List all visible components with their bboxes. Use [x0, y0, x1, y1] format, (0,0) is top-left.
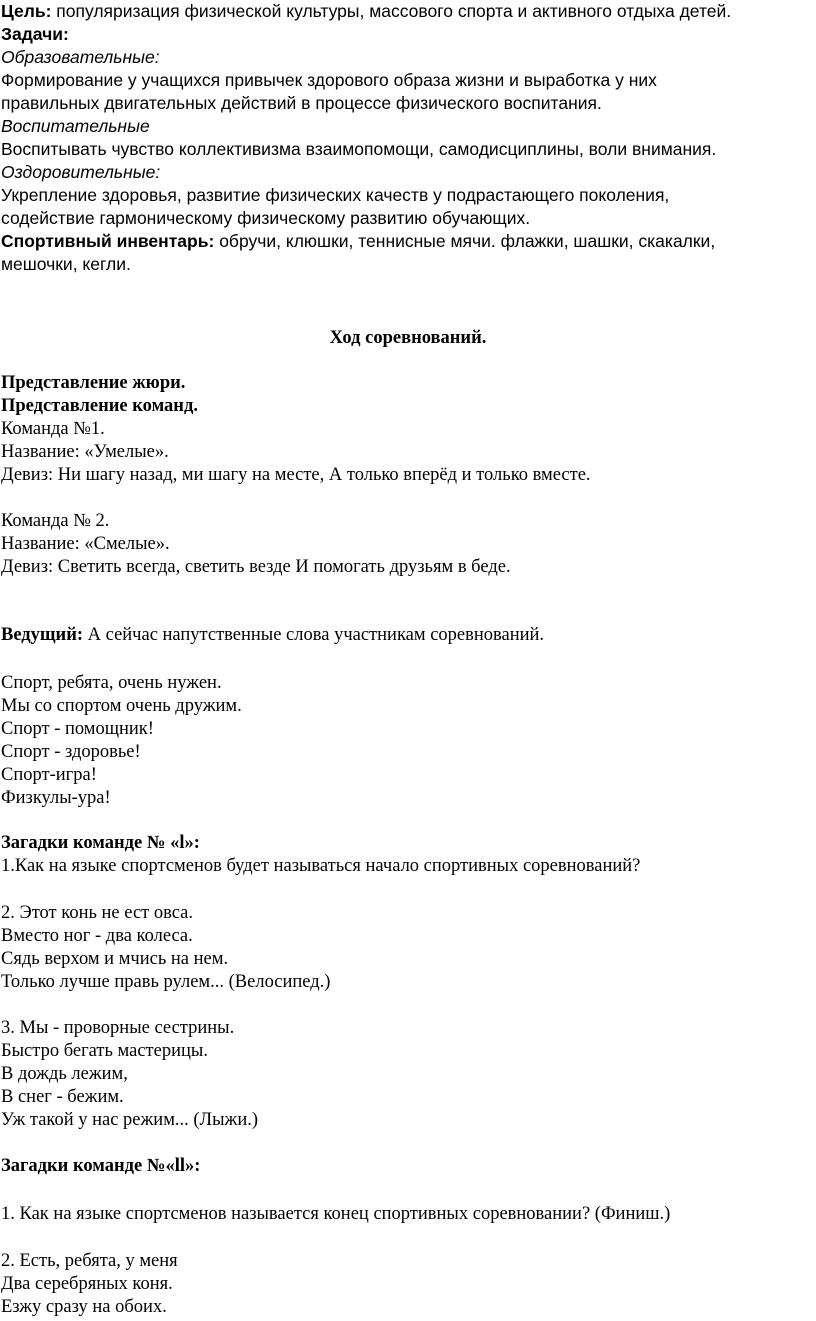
team2-number: Команда № 2. — [1, 511, 110, 531]
riddles1-q3-line: В дождь лежим, — [1, 1064, 128, 1084]
upbringing-heading: Воспитательные — [1, 116, 150, 136]
riddles2-q2-line: Два серебряных коня. — [1, 1274, 173, 1294]
educational-heading: Образовательные: — [1, 47, 160, 67]
educational-line-1: Формирование у учащихся привычек здорового образа жизни и выработка у них — [1, 70, 657, 90]
educational-line-2: правильных двигательных действий в процессе физического воспитания. — [1, 93, 602, 113]
host-line — [1, 624, 544, 646]
team2-motto: Девиз: Светить всегда, светить везде И помогать друзьям в беде. — [1, 557, 511, 577]
goal-label: Цель: — [1, 1, 52, 21]
team1-name: Название: «Умелые». — [1, 442, 169, 462]
goal-text: популяризация физической культуры, массового спорта и активного отдыха детей. — [51, 1, 732, 21]
course-title: Ход соревнований. — [329, 328, 487, 348]
poem-line: Спорт-игра! — [1, 765, 97, 785]
upbringing-line-1: Воспитывать чувство коллективизма взаимопомощи, самодисциплины, воли внимания. — [1, 139, 717, 159]
riddles2-q1: 1. Как на языке спортсменов называется конец спортивных соревновании? (Финиш.) — [1, 1204, 671, 1224]
riddles1-q2-line: Только лучше правь рулем... (Велосипед.) — [1, 972, 331, 992]
riddles1-q2-line: Сядь верхом и мчись на нем. — [1, 949, 229, 969]
jury-heading: Представление жюри. — [1, 373, 186, 393]
riddles1-q2-line: Вместо ног - два колеса. — [1, 926, 193, 946]
goal-line — [1, 0, 731, 22]
health-heading: Оздоровительные: — [1, 162, 161, 182]
riddles1-q3-line: Быстро бегать мастерицы. — [1, 1041, 208, 1061]
riddles2-q2-line: Езжу сразу на обоих. — [1, 1297, 167, 1317]
equipment-text: обручи, клюшки, теннисные мячи. флажки, шашки, скакалки, — [214, 231, 716, 251]
team1-motto: Девиз: Ни шагу назад, ми шагу на месте, А только вперёд и только вместе. — [1, 465, 591, 485]
riddles1-heading: Загадки команде № «l»: — [1, 833, 200, 853]
riddles1-q1: 1.Как на языке спортсменов будет называться начало спортивных соревнований? — [1, 856, 641, 876]
equipment-label: Спортивный инвентарь: — [1, 231, 215, 251]
host-label: Ведущий: — [1, 625, 84, 645]
poem-line: Мы со спортом очень дружим. — [1, 696, 242, 716]
riddles1-q3-line: 3. Мы - проворные сестрины. — [1, 1018, 235, 1038]
riddles1-q3-line: В снег - бежим. — [1, 1087, 124, 1107]
riddles2-q2-line: 2. Есть, ребята, у меня — [1, 1251, 178, 1271]
teams-heading: Представление команд. — [1, 396, 198, 416]
host-text: А сейчас напутственные слова участникам соревнований. — [83, 625, 545, 645]
health-line-1: Укрепление здоровья, развитие физических качеств у подрастающего поколения, — [1, 185, 670, 205]
riddles2-heading: Загадки команде №«ll»: — [1, 1156, 201, 1176]
equipment-line-1 — [1, 230, 715, 252]
tasks-heading: Задачи: — [1, 24, 69, 44]
poem-line: Спорт - помощник! — [1, 719, 154, 739]
poem-line: Спорт, ребята, очень нужен. — [1, 673, 222, 693]
riddles1-q2-line: 2. Этот конь не ест овса. — [1, 903, 194, 923]
equipment-line-2: мешочки, кегли. — [1, 254, 131, 274]
riddles1-q3-line: Уж такой у нас режим... (Лыжи.) — [1, 1110, 259, 1130]
poem-line: Физкулы-ура! — [1, 788, 111, 808]
poem-line: Спорт - здоровье! — [1, 742, 141, 762]
team1-number: Команда №1. — [1, 419, 105, 439]
health-line-2: содействие гармоническому физическому развитию обучающих. — [1, 208, 531, 228]
team2-name: Название: «Смелые». — [1, 534, 170, 554]
